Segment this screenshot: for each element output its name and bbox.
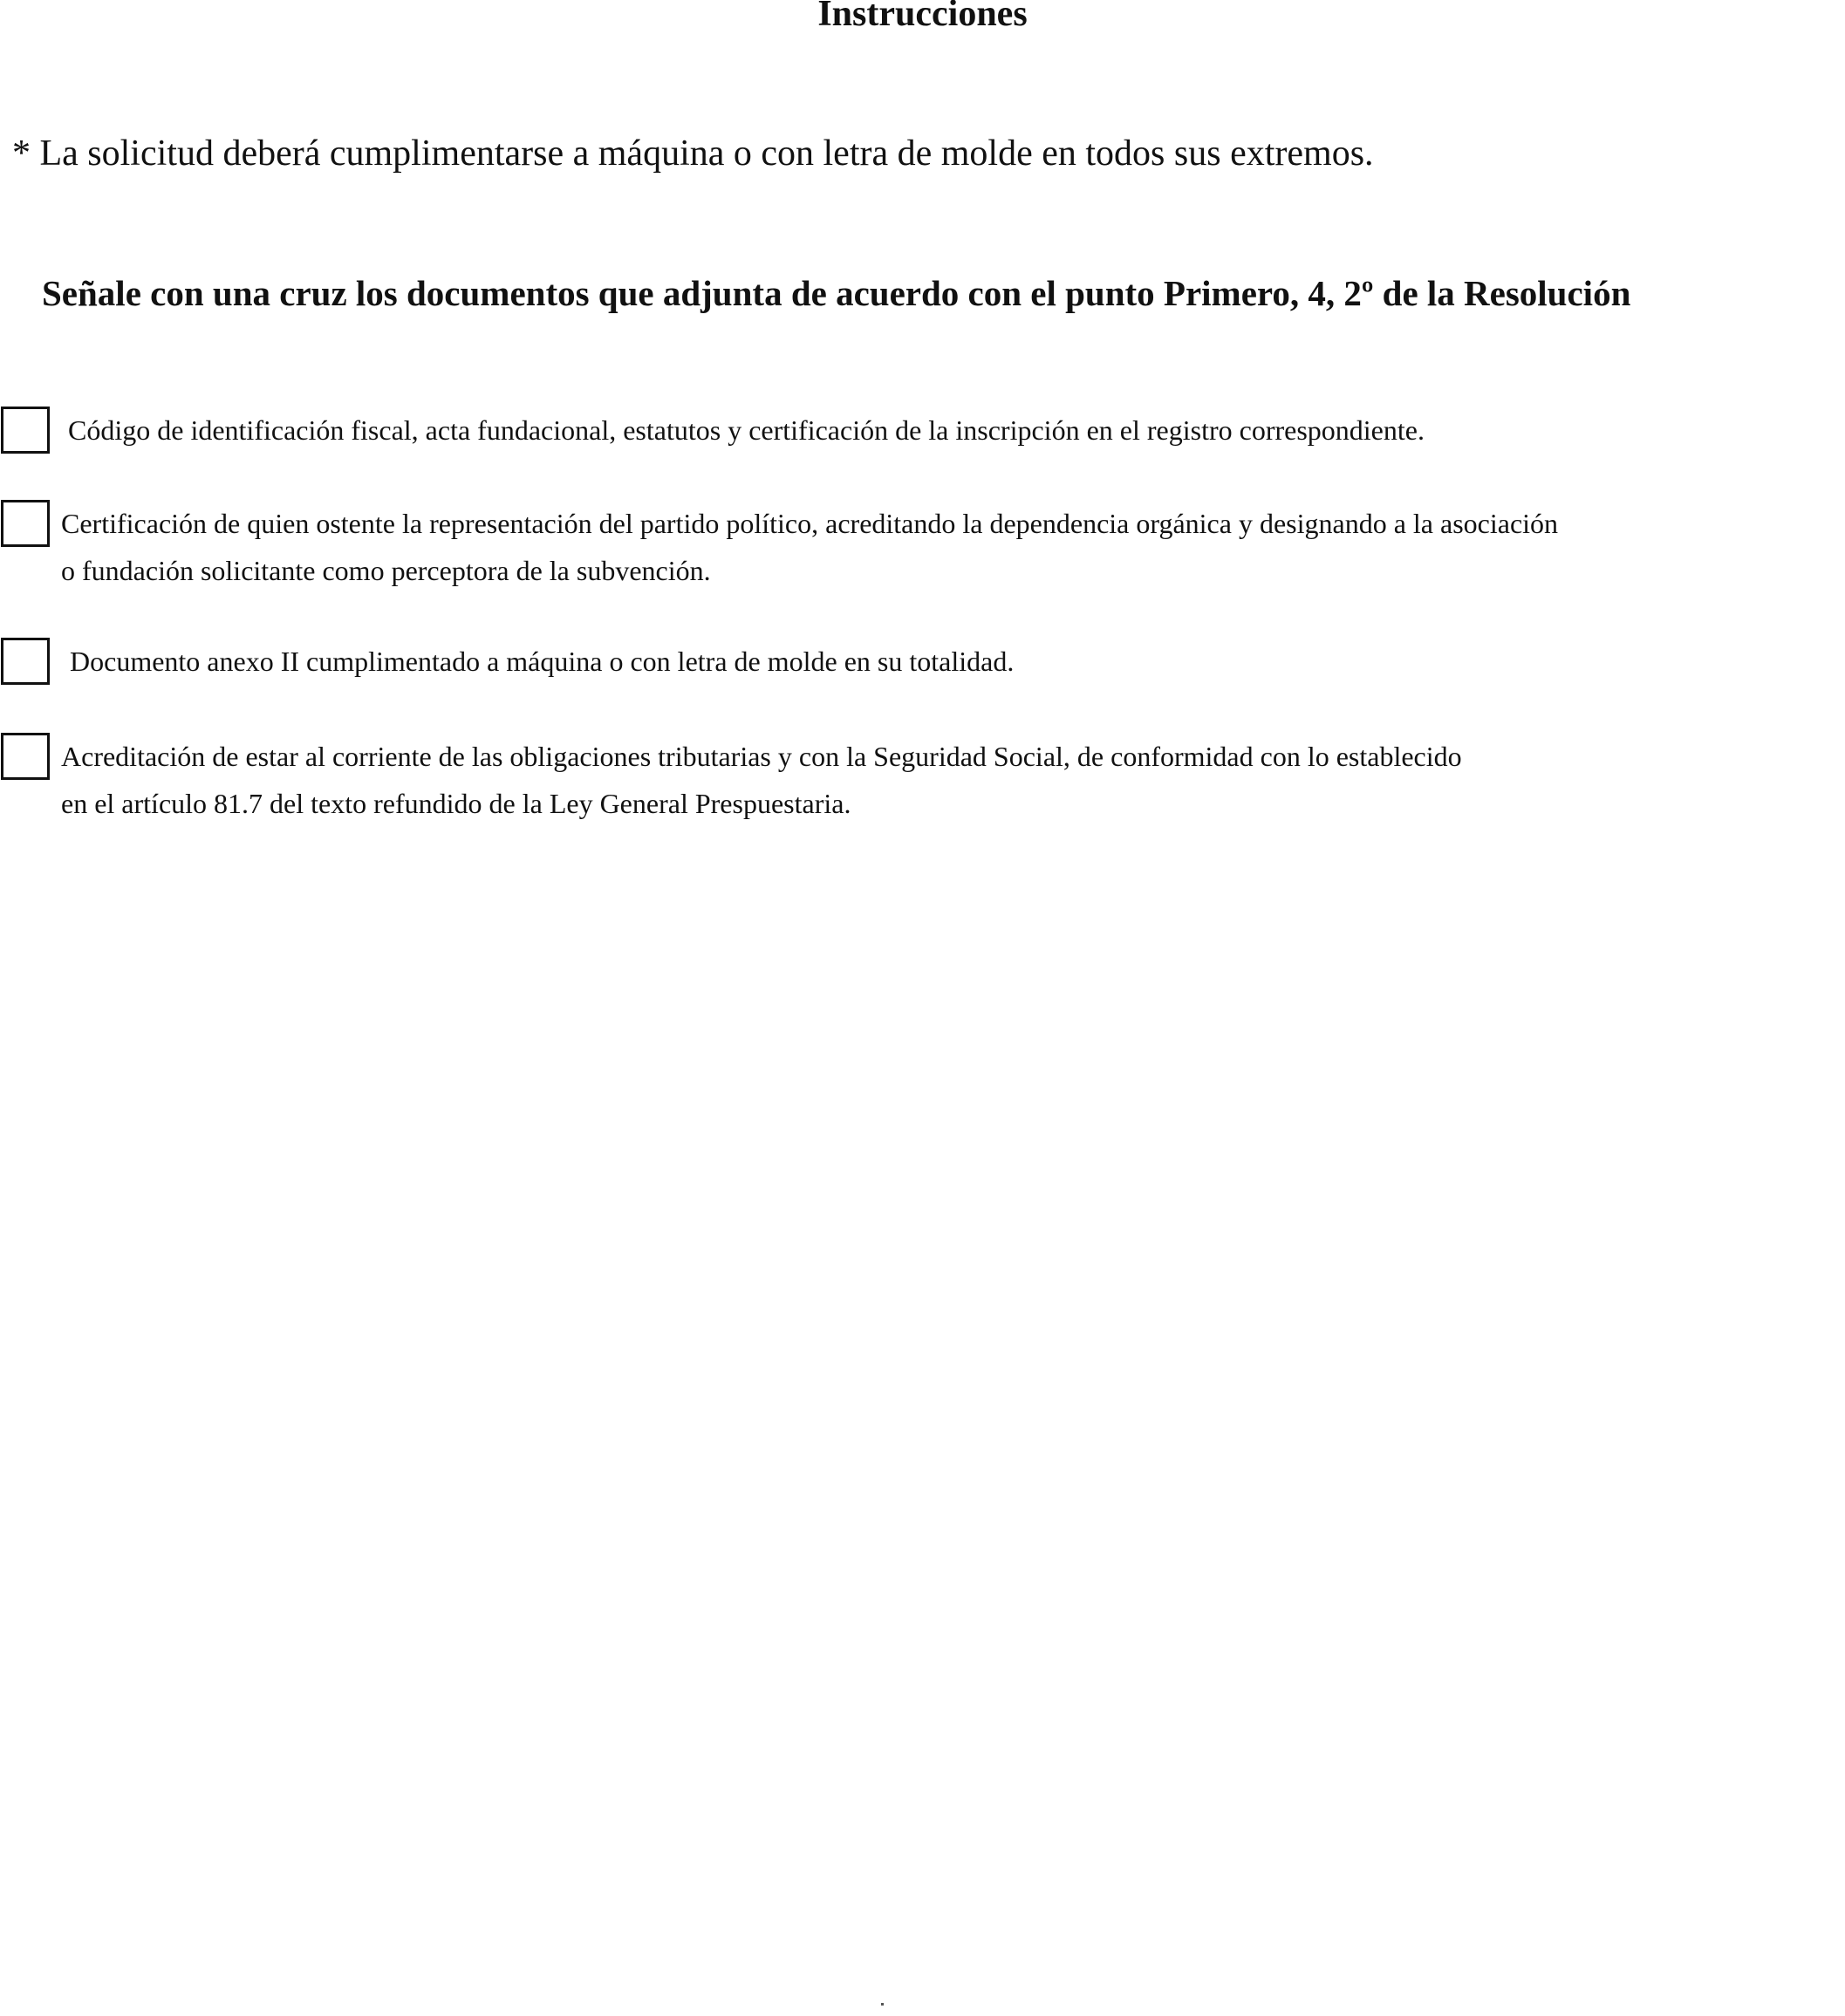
checkbox-cif[interactable]	[1, 407, 50, 454]
documents-heading: Señale con una cruz los documentos que adjunta de acuerdo con el punto Primero, 4, 2º de la Resolución	[42, 273, 1631, 313]
page-mark	[881, 2003, 884, 2006]
document-label-acreditacion-line1: Acreditación de estar al corriente de las obligaciones tributarias y con la Seguridad Social, de conformidad con lo establecido	[61, 741, 1462, 772]
document-label-cif: Código de identificación fiscal, acta fundacional, estatutos y certificación de la inscripción en el registro correspondiente.	[68, 414, 1425, 446]
checkbox-certificacion[interactable]	[1, 500, 50, 547]
checkbox-acreditacion[interactable]	[1, 733, 50, 780]
document-label-certificacion-line2: o fundación solicitante como perceptora de la subvención.	[61, 555, 711, 586]
page-title: Instrucciones	[817, 0, 1028, 34]
document-label-acreditacion-line2: en el artículo 81.7 del texto refundido de la Ley General Prespuestaria.	[61, 788, 851, 819]
checkbox-anexo[interactable]	[1, 638, 50, 685]
document-label-anexo: Documento anexo II cumplimentado a máquina o con letra de molde en su totalidad.	[70, 646, 1015, 677]
document-label-certificacion-line1: Certificación de quien ostente la representación del partido político, acreditando la dependencia orgánica y designando a la asociación	[61, 508, 1559, 539]
instruction-text: * La solicitud deberá cumplimentarse a máquina o con letra de molde en todos sus extremos.	[12, 133, 1374, 174]
